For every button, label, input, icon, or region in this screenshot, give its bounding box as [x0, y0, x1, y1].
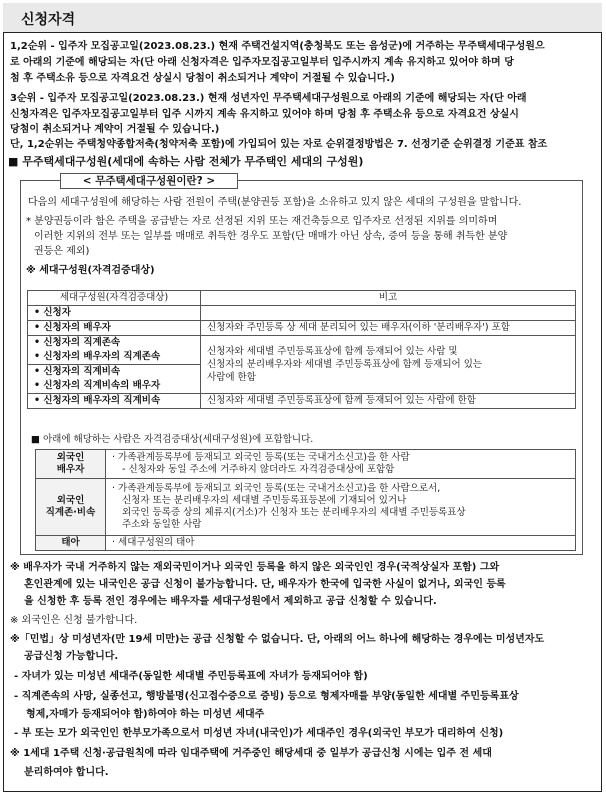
housing-note-line: ※ 1세대 1주택 신청·공급원칙에 따라 임대주택에 거주중인 해당세대 중 일부가 공급신청 시에는 입주 전 세대: [10, 748, 492, 759]
category-label: 외국인 직계존·비속: [36, 479, 106, 536]
member-remark: 신청자와 주민등록 상 세대 분리되어 있는 배우자(이하 '분리배우자') 포함: [201, 321, 576, 336]
note-line: 이러한 지위의 전부 또는 일부를 매매로 취득한 경우도 포함(단 매매가 아닌 상속, 증여 등을 통해 취득한 분양: [34, 231, 508, 242]
member-remark: 신청자와 세대별 주민등록표상에 함께 등재되어 있는 사람에 한함: [201, 394, 576, 409]
square-bullet-icon: ■: [8, 155, 19, 168]
table-row: [28, 394, 576, 409]
minor-exception-item: - 자녀가 있는 미성년 세대주(동일한 세대별 주민등록표에 자녀가 등재되어야 함): [14, 671, 368, 682]
member-label: • 신청자의 직계비속의 배우자: [28, 379, 201, 394]
category-label: 태아: [36, 536, 106, 551]
member-label: • 신청자의 직계존속: [28, 336, 201, 351]
intro-line: 단, 1,2순위는 주택청약종합저축(청약저축 포함)에 가입되어 있는 자로 순위결정방법은 7. 선정기준 순위결정 기준표 참조: [10, 139, 548, 150]
members-table: [27, 290, 576, 409]
note-line: 권등은 제외): [34, 246, 90, 257]
member-label: • 신청자의 배우자: [28, 321, 201, 336]
member-label: • 신청자의 배우자의 직계존속: [28, 350, 201, 365]
member-label: • 신청자: [28, 306, 201, 321]
intro-line: 당첨이 취소되거나 계약이 거절될 수 있습니다.): [10, 124, 220, 135]
housing-note-line: 분리하여야 합니다.: [24, 767, 109, 778]
table-row: [36, 479, 576, 536]
minor-note-line: ※「민법」상 미성년자(만 19세 미만)는 공급 신청할 수 없습니다. 단, 아래의 어느 하나에 해당하는 경우에는 미성년자도: [10, 634, 545, 645]
table-header-row: [28, 291, 576, 306]
minor-note-line: 공급신청 가능합니다.: [24, 651, 119, 662]
table-row: [28, 321, 576, 336]
inclusion-note: ■ 아래에 해당하는 사람은 자격검증대상(세대구성원)에 포함합니다.: [31, 434, 314, 445]
minor-exception-item: 형제,자매가 등재되어야 함)하여야 하는 미성년 세대주: [26, 709, 265, 720]
spouse-note-line: 을 신청한 후 등록 전인 경우에는 배우자를 세대구성원에서 제외하고 공급 신청할 수 있습니다.: [24, 596, 437, 607]
definition-text: 다음의 세대구성원에 해당하는 사람 전원이 주택(분양권등 포함)을 소유하고 있지 않은 세대의 구성원을 말합니다.: [28, 197, 522, 208]
intro-line: 1,2순위 - 입주자 모집공고일(2023.08.23.) 현재 주택건설지역(충청북도 또는 음성군)에 거주하는 무주택세대구성원으: [10, 41, 545, 52]
category-detail: · 가족관계등록부에 등재되고 외국인 등록(또는 국내거소신고)을 한 사람으로서, 신청자 또는 분리배우자의 세대별 주민등록표등본에 기재되어 있거나 외국인 등록증 상의 체류지(거소)가 신청자 또는 분리배우자의 세대별 주민등록표상 주소와 동일한 사람: [106, 479, 576, 536]
table-row: [36, 450, 576, 479]
foreigner-table: [35, 449, 576, 551]
intro-line: 로 아래의 기준에 해당되는 자(단 아래 신청자격은 입주자모집공고일부터 입주시까지 계속 유지하고 있어야 하며 당: [10, 57, 514, 68]
category-label: 외국인 배우자: [36, 450, 106, 479]
definition-tab-title: < 무주택세대구성원이란? >: [60, 173, 238, 189]
intro-line: 신청자격은 입주자모집공고일부터 입주 시까지 계속 유지하고 있어야 하며 당첨 후 주택소유 등으로 자격요건 상실시: [10, 109, 519, 120]
foreigner-note: ※ 외국인은 신청 불가합니다.: [10, 615, 138, 626]
table-row: [28, 336, 576, 351]
spouse-note-line: ※ 배우자가 국내 거주하지 않는 재외국민이거나 외국인 등록을 하지 않은 외국인인 경우(국적상실자 포함) 그와: [10, 562, 500, 573]
note-line: * 분양권등이라 함은 주택을 공급받는 자로 선정된 지위 또는 재건축등으로 입주자로 선정된 지위를 의미하며: [26, 216, 498, 227]
member-remark: [201, 306, 576, 321]
column-header: 세대구성원(자격검증대상): [28, 291, 201, 306]
minor-exception-item: - 직계존속의 사망, 실종선고, 행방불명(신고접수증으로 증빙) 등으로 형제자매를 부양(동일한 세대별 주민등록표상: [14, 691, 519, 702]
category-detail: · 가족관계등록부에 등재되고 외국인 등록(또는 국내거소신고)을 한 사람 - 신청자와 동일 주소에 거주하지 않더라도 자격검증대상에 포함함: [106, 450, 576, 479]
category-detail: · 세대구성원의 태아: [106, 536, 576, 551]
section-header: [3, 3, 602, 33]
members-subheading: ※ 세대구성원(자격검증대상): [26, 265, 155, 276]
intro-line: 3순위 - 입주자 모집공고일(2023.08.23.) 현재 성년자인 무주택세대구성원으로 아래의 기준에 해당되는 자(단 아래: [10, 93, 527, 104]
section-title: 신청자격: [21, 12, 76, 28]
minor-exception-item: - 부 또는 모가 외국인인 한부모가족으로서 미성년 자녀(내국인)가 세대주인 경우(외국인 부모가 대리하여 신청): [14, 728, 504, 739]
member-label: • 신청자의 배우자의 직계비속: [28, 394, 201, 409]
member-label: • 신청자의 직계비속: [28, 365, 201, 380]
table-row: [28, 306, 576, 321]
spouse-note-line: 혼인관계에 있는 내국인은 공급 신청이 불가능합니다. 단, 배우자가 한국에 입국한 사실이 없거나, 외국인 등록: [24, 579, 506, 590]
section-heading: ■ 무주택세대구성원(세대에 속하는 사람 전체가 무주택인 세대의 구성원): [8, 155, 364, 168]
merged-remark: 신청자와 세대별 주민등록표상에 함께 등재되어 있는 사람 및 신청자의 분리배우자와 세대별 주민등록표상에 함께 등재되어 있는 사람에 한함: [201, 336, 576, 394]
intro-line: 첨 후 주택소유 등으로 자격요건 상실시 당첨이 취소되거나 계약이 거절될 수 있습니다.): [10, 73, 395, 84]
column-header: 비고: [201, 291, 576, 306]
table-row: [36, 536, 576, 551]
